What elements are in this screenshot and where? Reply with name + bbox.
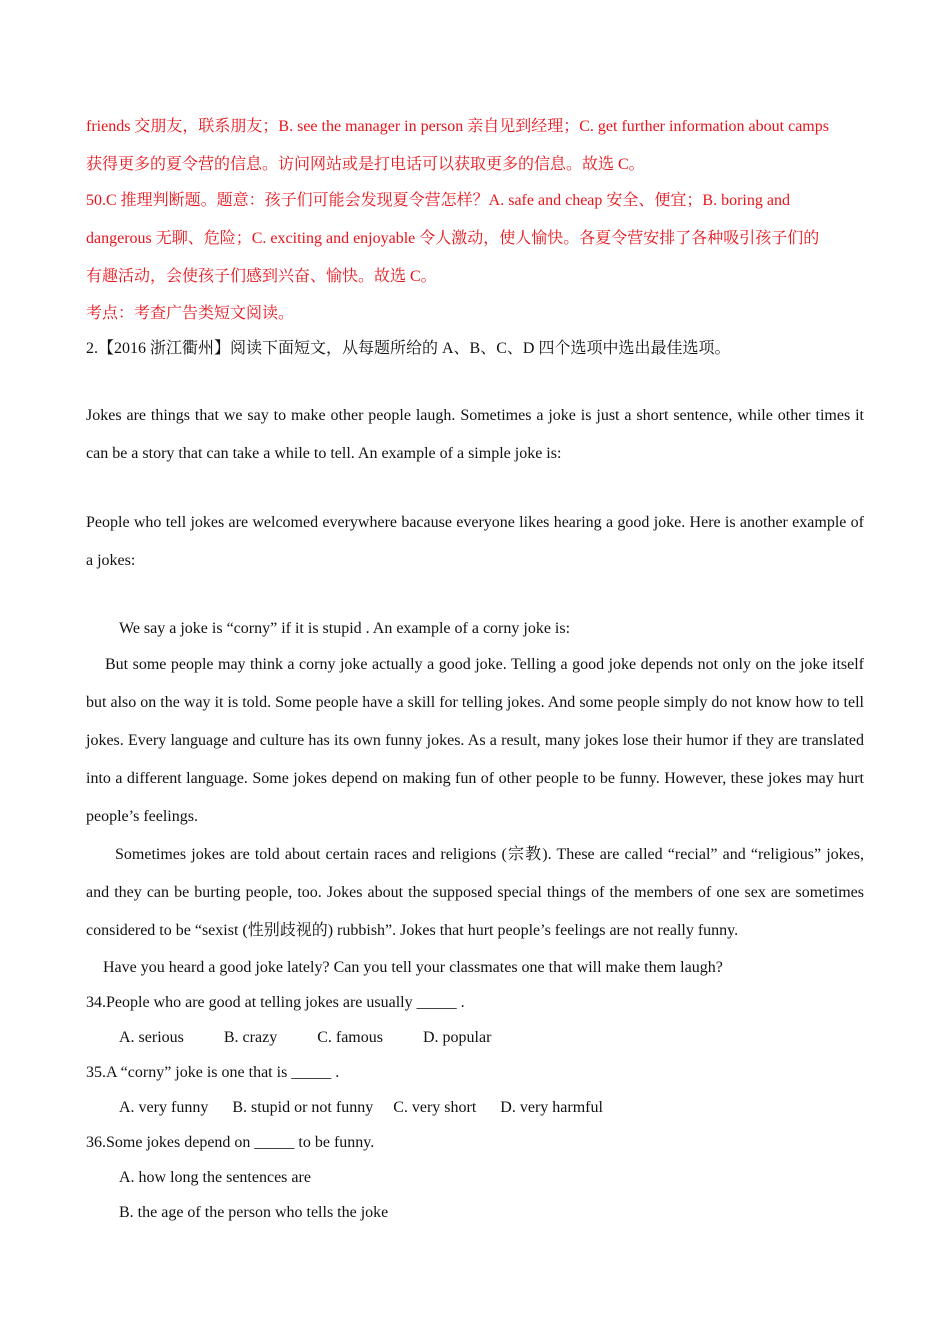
question-35: 35.A “corny” joke is one that is _____ . bbox=[86, 1064, 340, 1081]
question-36-option-b: B. the age of the person who tells the joke bbox=[119, 1204, 389, 1221]
passage-paragraph-6: Have you heard a good joke lately? Can you tell your classmates one that will make them laugh? bbox=[103, 959, 723, 976]
text-line: 有趣活动，会使孩子们感到兴奋、愉快。故选 C。 bbox=[86, 268, 437, 285]
passage-paragraph-3: We say a joke is “corny” if it is stupid . An example of a corny joke is: bbox=[119, 620, 571, 637]
question-35-options: A. very funny B. stupid or not funny C. very short D. very harmful bbox=[119, 1099, 603, 1116]
document-page bbox=[86, 108, 864, 1230]
passage-paragraph-2: People who tell jokes are welcomed everywhere bacause everyone likes hearing a good joke. Here is another example of a jokes: bbox=[86, 514, 864, 569]
question-36-option-a: A. how long the sentences are bbox=[119, 1169, 311, 1186]
question-34: 34.People who are good at telling jokes are usually _____ . bbox=[86, 994, 465, 1011]
passage-paragraph-5: Sometimes jokes are told about certain races and religions (宗教). These are called “recial” and “religious” jokes, and they can be burting people, too. Jokes about the supposed special things of the members of one sex are sometimes considered to be “sexist (性别歧视的) rubbish”. Jokes that hurt people’s feelings are not really funny. bbox=[86, 846, 864, 939]
kaodian-note: 考点：考查广告类短文阅读。 bbox=[86, 305, 295, 322]
section-heading: 2.【2016 浙江衢州】阅读下面短文，从每题所给的 A、B、C、D 四个选项中选出最佳选项。 bbox=[86, 340, 731, 357]
spacer bbox=[86, 580, 864, 611]
text-line: 50.C 推理判断题。题意：孩子们可能会发现夏令营怎样？A. safe and cheap 安全、便宜；B. boring and bbox=[86, 192, 790, 209]
explanation-q49-continued bbox=[86, 108, 864, 184]
explanation-q50 bbox=[86, 182, 864, 296]
question-34-options: A. serious B. crazy C. famous D. popular bbox=[119, 1029, 492, 1046]
text-line: 获得更多的夏令营的信息。访问网站或是打电话可以获取更多的信息。故选 C。 bbox=[86, 156, 645, 173]
text-line: dangerous 无聊、危险；C. exciting and enjoyable 令人激动，使人愉快。各夏令营安排了各种吸引孩子们的 bbox=[86, 230, 820, 247]
text-line: friends 交朋友，联系朋友；B. see the manager in person 亲自见到经理；C. get further information about camps bbox=[86, 118, 829, 135]
spacer bbox=[86, 366, 864, 397]
spacer bbox=[86, 473, 864, 504]
question-36: 36.Some jokes depend on _____ to be funny. bbox=[86, 1134, 375, 1151]
passage-paragraph-1: Jokes are things that we say to make other people laugh. Sometimes a joke is just a short sentence, while other times it can be a story that can take a while to tell. An example of a simple joke is: bbox=[86, 407, 864, 462]
passage-paragraph-4: But some people may think a corny joke actually a good joke. Telling a good joke depends not only on the joke itself but also on the way it is told. Some people have a skill for telling jokes. And some people simply do not know how to tell jokes. Every language and culture has its own funny jokes. As a result, many jokes lose their humor if they are translated into a different language. Some jokes depend on making fun of other people to be funny. However, these jokes may hurt people’s feelings. bbox=[86, 656, 864, 825]
